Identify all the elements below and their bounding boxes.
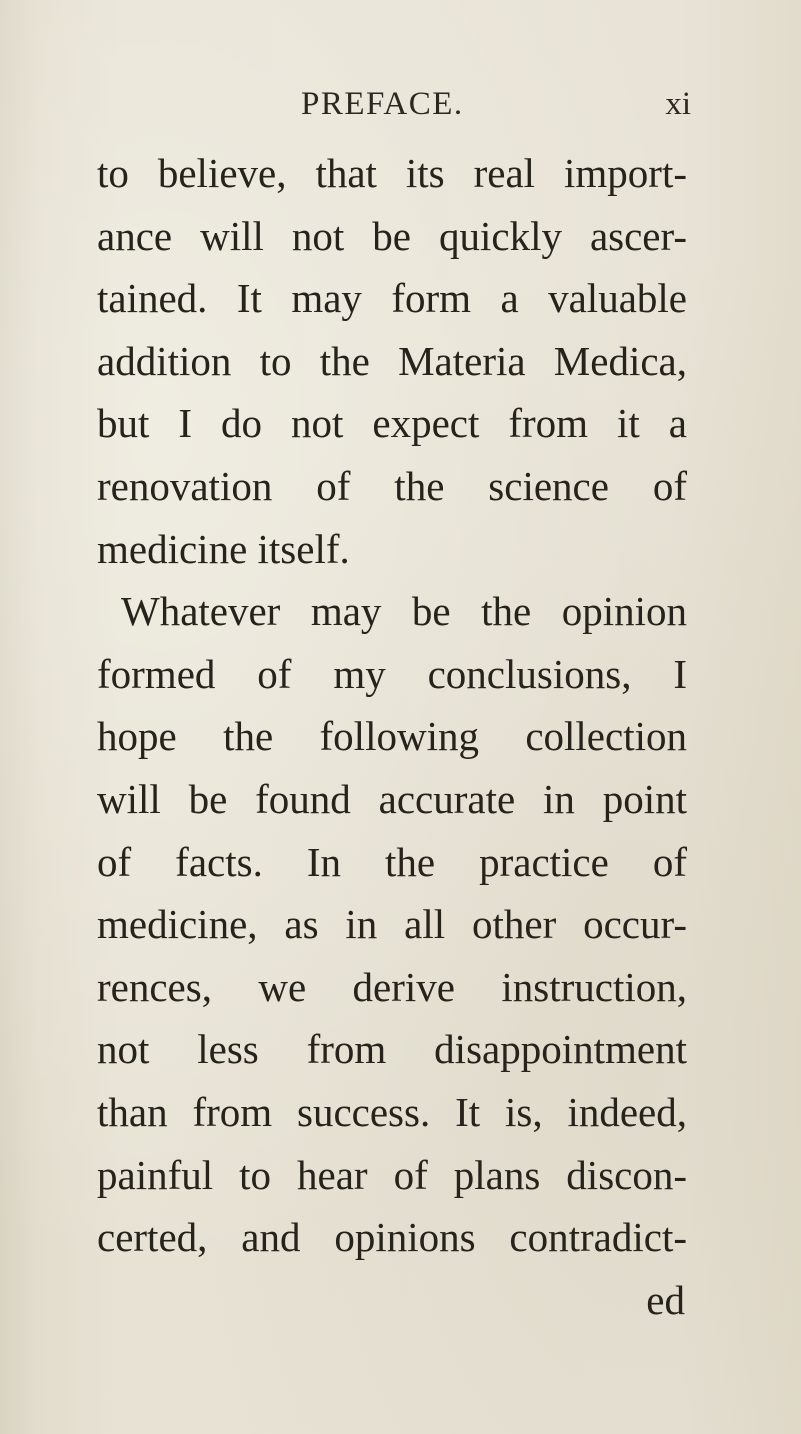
text-line: to believe, that its real import-: [97, 150, 687, 196]
text-line: renovation of the science of: [97, 462, 687, 509]
text-line: ance will not be quickly ascer-: [97, 212, 687, 259]
text-line: not less from disappointment: [97, 1026, 687, 1073]
text-line: Whatever may be the opinion: [121, 588, 687, 635]
text-line: rences, we derive instruction,: [97, 963, 687, 1010]
text-line: painful to hear of plans discon-: [97, 1151, 687, 1198]
text-line: will be found accurate in point: [97, 775, 687, 822]
text-line: medicine itself.: [97, 525, 350, 572]
text-line: certed, and opinions contradict-: [97, 1214, 687, 1261]
page-number: xi: [665, 86, 691, 122]
text-line: hope the following collection: [97, 713, 687, 760]
text-line: of facts. In the practice of: [97, 838, 687, 885]
text-line: than from success. It is, indeed,: [97, 1088, 687, 1135]
text-line: formed of my conclusions, I: [97, 650, 687, 697]
body-text: [97, 142, 687, 1382]
text-line: but I do not expect from it a: [97, 400, 687, 447]
page-header: [301, 86, 691, 136]
catchword: ed: [646, 1276, 685, 1323]
text-line: medicine, as in all other occur-: [97, 901, 687, 948]
text-line: addition to the Materia Medica,: [97, 337, 687, 384]
text-line: tained. It may form a valuable: [97, 275, 687, 322]
running-head: PREFACE.: [301, 86, 464, 122]
